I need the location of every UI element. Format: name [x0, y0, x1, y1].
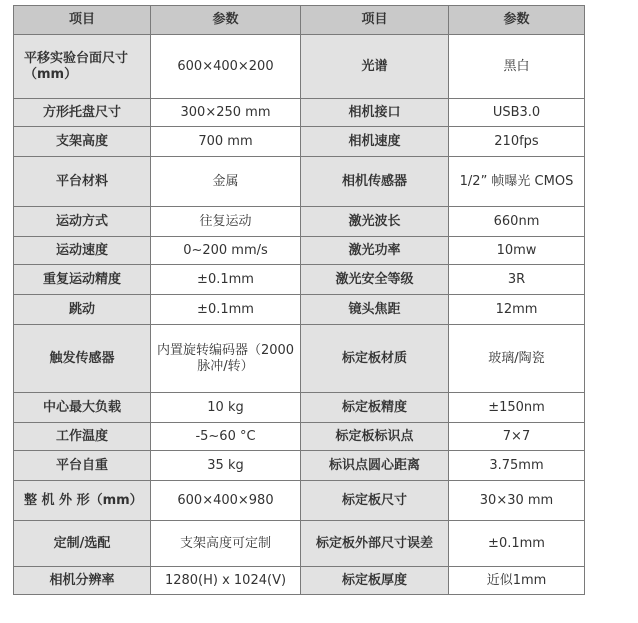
spec-value-cell: 内置旋转编码器（2000脉冲/转）	[151, 325, 301, 393]
table-row	[14, 265, 585, 295]
spec-value-cell: 1280(H) x 1024(V)	[151, 567, 301, 595]
spec-item-cell: 激光功率	[301, 237, 449, 265]
spec-value-cell: 600×400×200	[151, 35, 301, 99]
spec-value-cell: 30×30 mm	[449, 481, 585, 521]
spec-value-cell: 10mw	[449, 237, 585, 265]
table-row	[14, 99, 585, 127]
spec-item-cell: 跳动	[14, 295, 151, 325]
table-row	[14, 237, 585, 265]
spec-value-cell: 35 kg	[151, 451, 301, 481]
header-param-1: 参数	[151, 6, 301, 35]
header-item-2: 项目	[301, 6, 449, 35]
spec-value-cell: 660nm	[449, 207, 585, 237]
header-param-2: 参数	[449, 6, 585, 35]
spec-item-cell: 平移实验台面尺寸（mm）	[14, 35, 151, 99]
spec-item-cell: 重复运动精度	[14, 265, 151, 295]
spec-value-cell: ±0.1mm	[449, 521, 585, 567]
spec-item-cell: 定制/选配	[14, 521, 151, 567]
spec-value-cell: 金属	[151, 157, 301, 207]
spec-item-cell: 标定板精度	[301, 393, 449, 423]
spec-item-cell: 工作温度	[14, 423, 151, 451]
table-row	[14, 567, 585, 595]
table-row	[14, 423, 585, 451]
spec-value-cell: 1/2” 帧曝光 CMOS	[449, 157, 585, 207]
header-row	[14, 6, 585, 35]
spec-value-cell: 玻璃/陶瓷	[449, 325, 585, 393]
spec-table	[13, 5, 585, 595]
spec-item-cell: 平台材料	[14, 157, 151, 207]
table-row	[14, 481, 585, 521]
table-row	[14, 35, 585, 99]
header-item-1: 项目	[14, 6, 151, 35]
spec-value-cell: USB3.0	[449, 99, 585, 127]
table-row	[14, 393, 585, 423]
spec-item-cell: 支架高度	[14, 127, 151, 157]
spec-value-cell: 300×250 mm	[151, 99, 301, 127]
spec-item-cell: 标识点圆心距离	[301, 451, 449, 481]
spec-value-cell: 0~200 mm/s	[151, 237, 301, 265]
spec-item-cell: 激光安全等级	[301, 265, 449, 295]
table-row	[14, 127, 585, 157]
spec-value-cell: ±0.1mm	[151, 295, 301, 325]
spec-value-cell: 600×400×980	[151, 481, 301, 521]
spec-value-cell: 支架高度可定制	[151, 521, 301, 567]
table-row	[14, 325, 585, 393]
spec-value-cell: 3.75mm	[449, 451, 585, 481]
spec-item-cell: 标定板标识点	[301, 423, 449, 451]
spec-item-cell: 平台自重	[14, 451, 151, 481]
spec-item-cell: 标定板厚度	[301, 567, 449, 595]
spec-value-cell: -5~60 °C	[151, 423, 301, 451]
table-row	[14, 451, 585, 481]
spec-item-cell: 运动方式	[14, 207, 151, 237]
spec-item-cell: 激光波长	[301, 207, 449, 237]
spec-value-cell: 10 kg	[151, 393, 301, 423]
spec-item-cell: 整 机 外 形（mm）	[14, 481, 151, 521]
spec-item-cell: 方形托盘尺寸	[14, 99, 151, 127]
table-row	[14, 295, 585, 325]
table-row	[14, 157, 585, 207]
table-row	[14, 521, 585, 567]
spec-value-cell: 近似1mm	[449, 567, 585, 595]
spec-value-cell: 往复运动	[151, 207, 301, 237]
spec-value-cell: 黑白	[449, 35, 585, 99]
table-row	[14, 207, 585, 237]
spec-item-cell: 标定板材质	[301, 325, 449, 393]
spec-item-cell: 标定板尺寸	[301, 481, 449, 521]
spec-item-cell: 镜头焦距	[301, 295, 449, 325]
spec-value-cell: 7×7	[449, 423, 585, 451]
spec-value-cell: 700 mm	[151, 127, 301, 157]
spec-value-cell: 12mm	[449, 295, 585, 325]
spec-item-cell: 光谱	[301, 35, 449, 99]
spec-item-cell: 相机传感器	[301, 157, 449, 207]
spec-item-cell: 标定板外部尺寸误差	[301, 521, 449, 567]
spec-item-cell: 运动速度	[14, 237, 151, 265]
spec-item-cell: 相机接口	[301, 99, 449, 127]
spec-item-cell: 中心最大负载	[14, 393, 151, 423]
spec-item-cell: 相机速度	[301, 127, 449, 157]
spec-value-cell: 210fps	[449, 127, 585, 157]
spec-value-cell: ±150nm	[449, 393, 585, 423]
spec-item-cell: 相机分辨率	[14, 567, 151, 595]
spec-value-cell: ±0.1mm	[151, 265, 301, 295]
spec-item-cell: 触发传感器	[14, 325, 151, 393]
spec-value-cell: 3R	[449, 265, 585, 295]
